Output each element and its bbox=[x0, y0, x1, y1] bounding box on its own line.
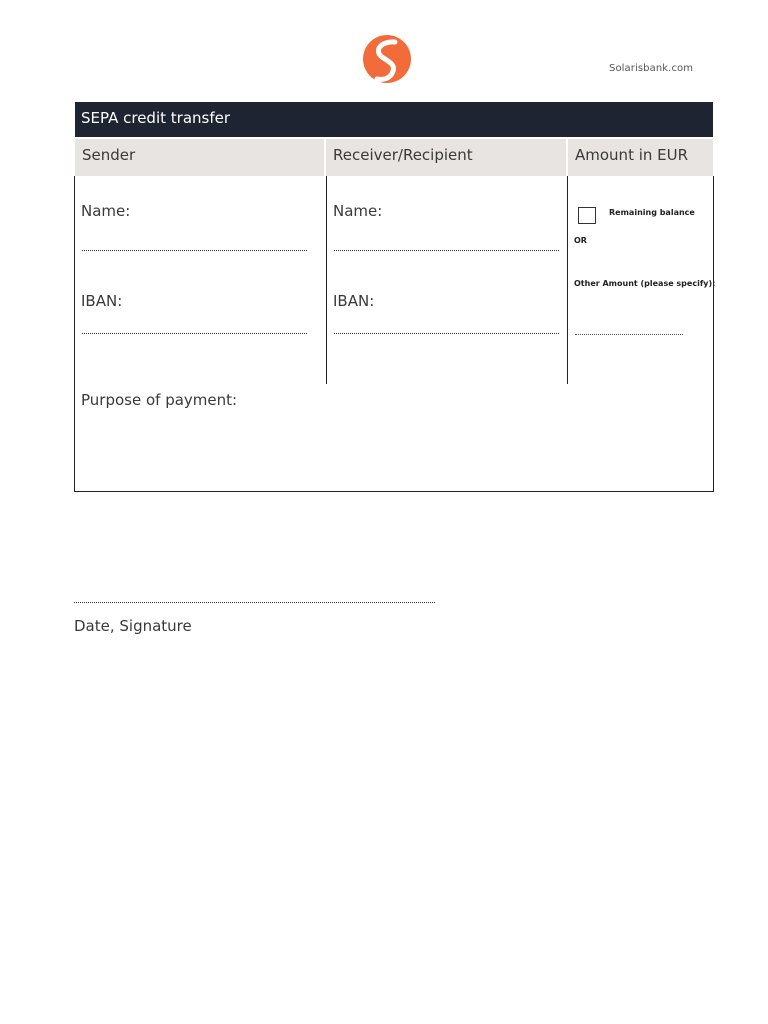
sender-column-header: Sender bbox=[75, 139, 324, 176]
sender-name-label: Name: bbox=[81, 202, 131, 220]
other-amount-field[interactable] bbox=[575, 334, 683, 335]
or-label: OR bbox=[574, 236, 587, 245]
form-title: SEPA credit transfer bbox=[75, 102, 713, 137]
column-divider bbox=[326, 176, 327, 384]
remaining-balance-label: Remaining balance bbox=[609, 208, 695, 217]
form-border-left bbox=[74, 176, 75, 492]
form-border-right bbox=[713, 176, 714, 492]
sender-iban-label: IBAN: bbox=[81, 292, 123, 310]
receiver-name-field[interactable] bbox=[334, 250, 559, 251]
receiver-name-label: Name: bbox=[333, 202, 383, 220]
receiver-iban-field[interactable] bbox=[334, 333, 559, 334]
remaining-balance-checkbox[interactable] bbox=[578, 207, 596, 224]
date-signature-label: Date, Signature bbox=[74, 617, 192, 635]
solaris-logo-icon bbox=[362, 35, 412, 83]
receiver-column-header: Receiver/Recipient bbox=[326, 139, 566, 176]
sender-name-field[interactable] bbox=[82, 250, 307, 251]
sender-iban-field[interactable] bbox=[82, 333, 307, 334]
form-border-bottom bbox=[74, 491, 714, 492]
sepa-transfer-form bbox=[74, 102, 714, 492]
other-amount-label: Other Amount (please specify): bbox=[574, 279, 716, 288]
signature-field[interactable] bbox=[74, 602, 435, 603]
receiver-iban-label: IBAN: bbox=[333, 292, 375, 310]
website-link[interactable]: Solarisbank.com bbox=[609, 63, 694, 74]
column-divider bbox=[567, 176, 568, 384]
purpose-of-payment-label: Purpose of payment: bbox=[81, 391, 238, 409]
amount-column-header: Amount in EUR bbox=[568, 139, 713, 176]
